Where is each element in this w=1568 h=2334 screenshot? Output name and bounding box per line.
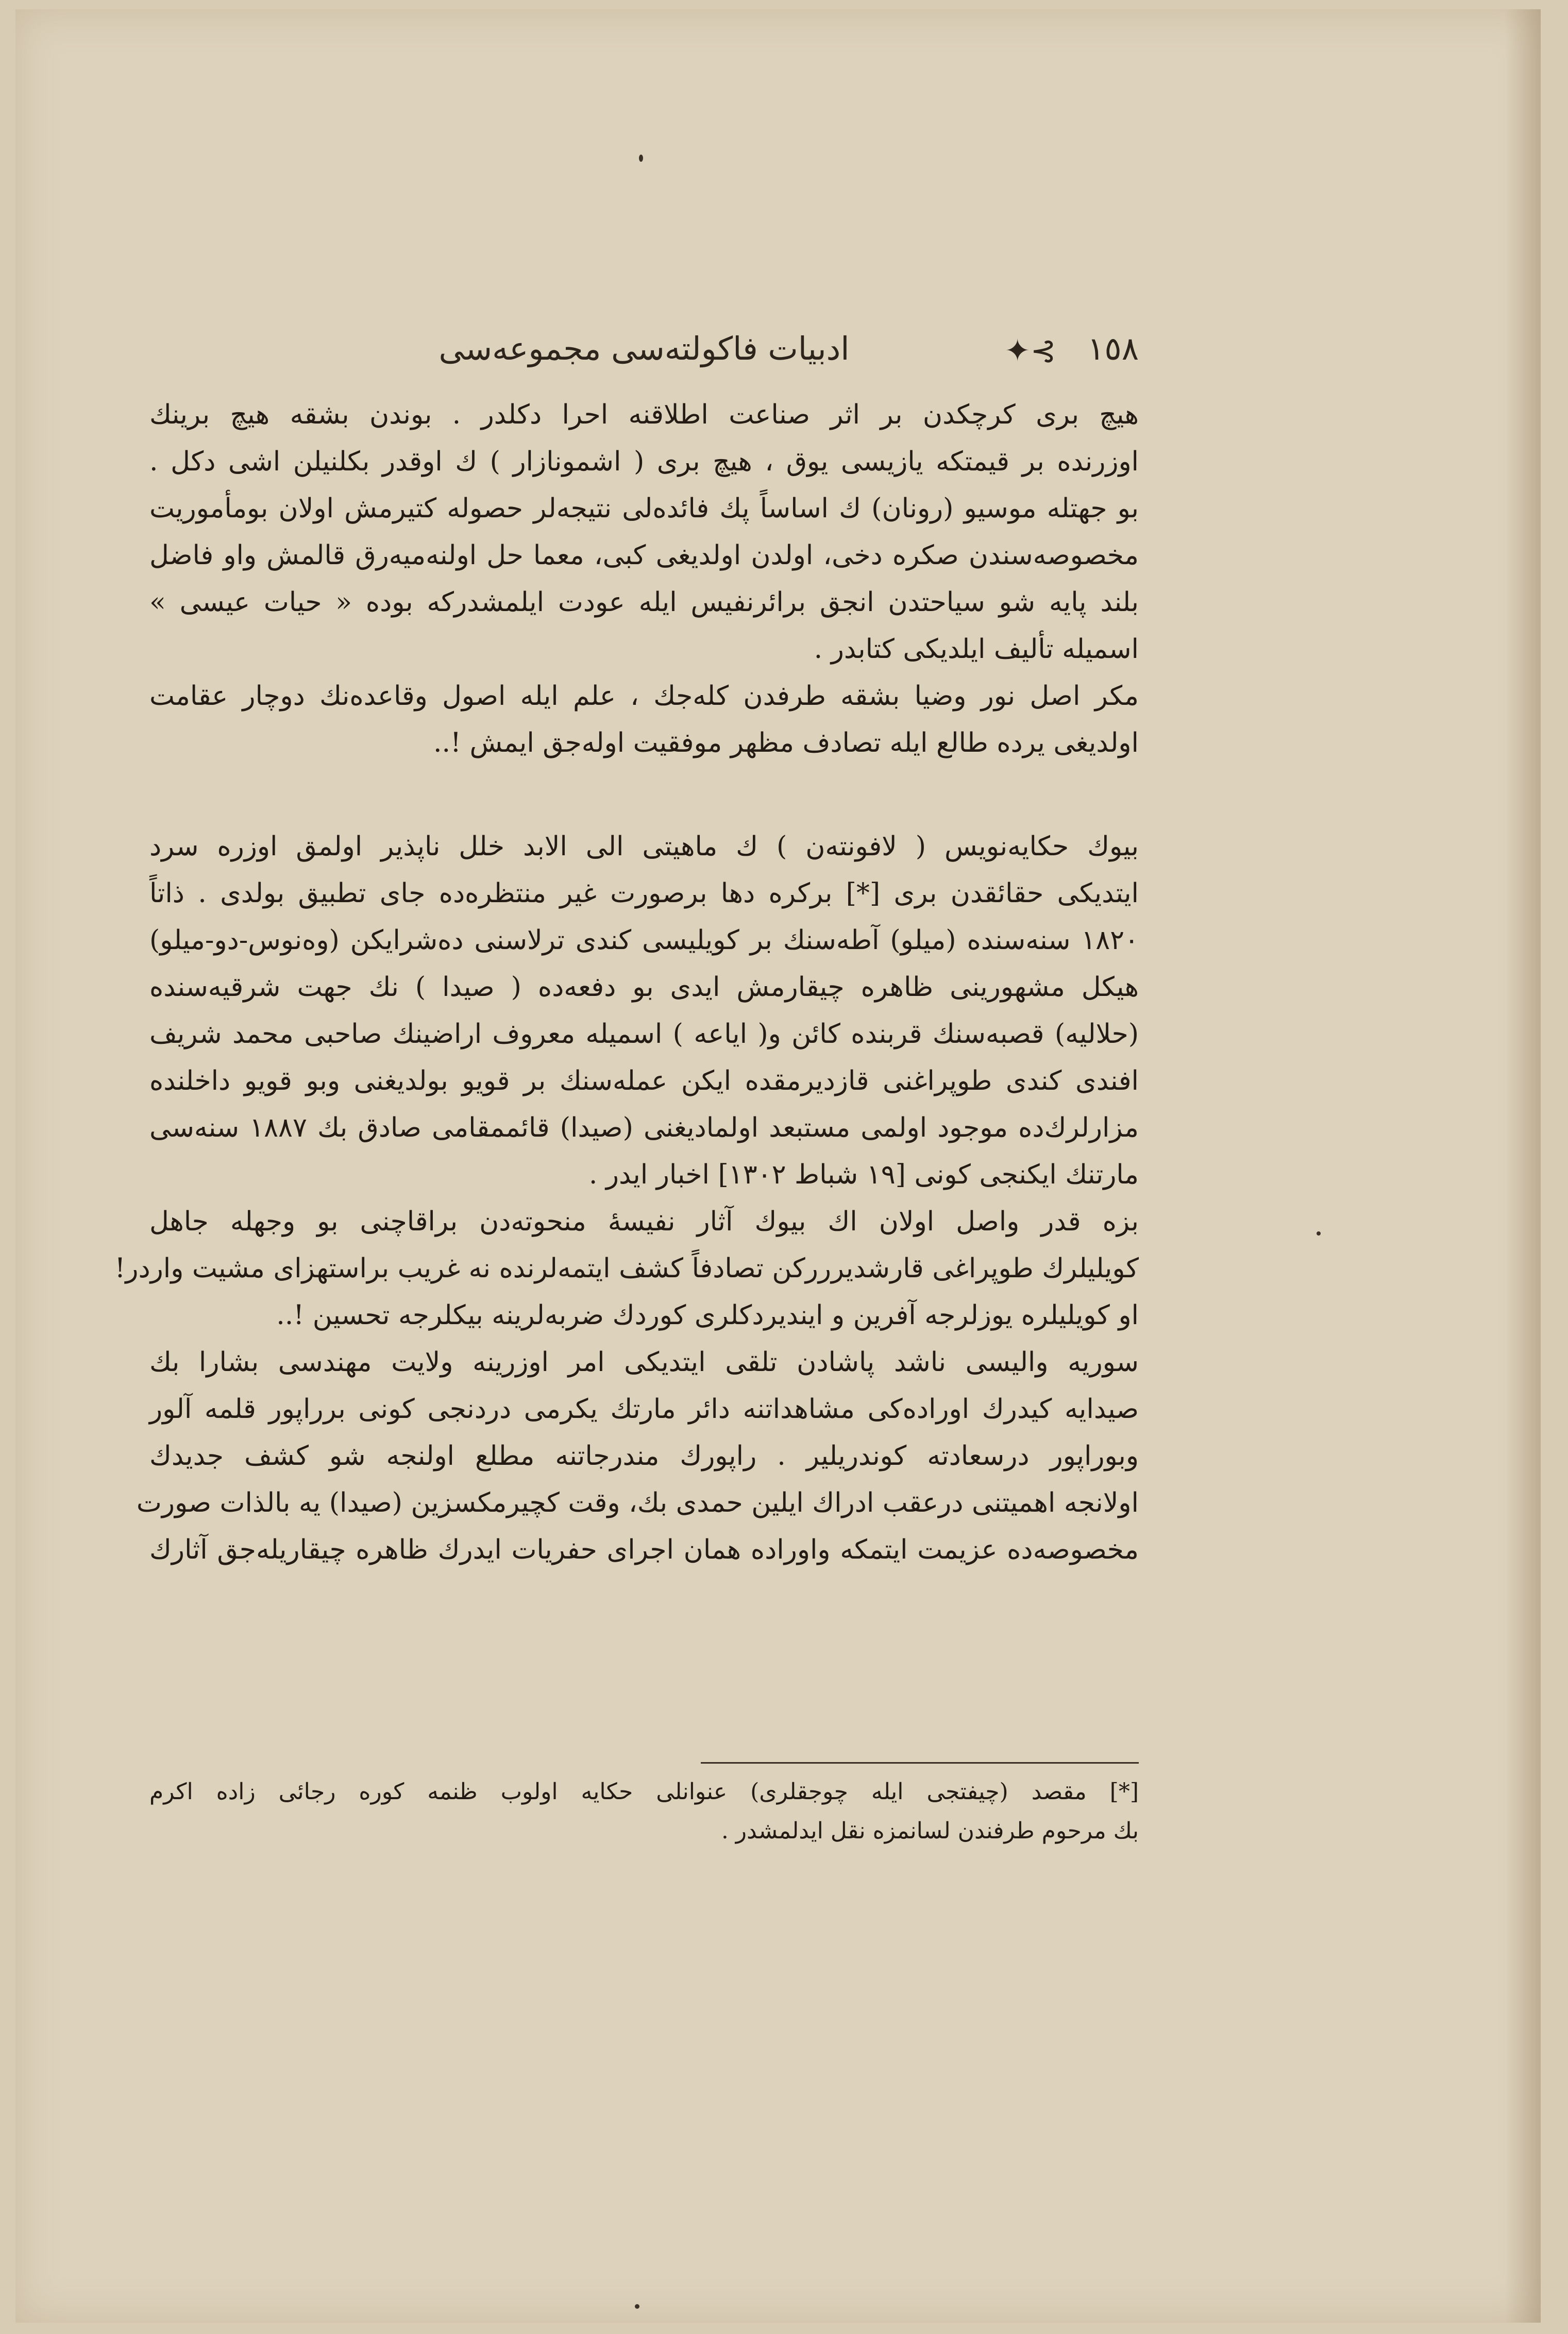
section-gap [149, 767, 1139, 823]
text-line: هيچ برى كرچكدن بر اثر صناعت اطلاقنه احرا دكلدر . بوندن بشقه هيچ برينك [149, 399, 1139, 430]
footnote-line: [*] مقصد (چيفتجى ايله چوجقلرى) عنوانلى حكايه اولوب ظنمه كوره رجائى زاده اكرم [149, 1779, 1139, 1805]
footnote [149, 1772, 1139, 1851]
text-line: بو جهتله موسيو (رونان) ك اساساً پك فائده‌لى نتيجه‌لر حصوله كتيرمش اولان بومأموريت [149, 493, 1139, 524]
text-line: هيكل مشهورينى ظاهره چيقارمش ايدى بو دفعه‌ده ( صيدا ) نك جهت شرقيه‌سنده [149, 972, 1139, 1003]
text-line: ١٨٢٠ سنه‌سنده (ميلو) آطه‌سنك بر كويليسى كندى ترلاسنى ده‌شرايكن (وه‌نوس-دو-ميلو) [149, 925, 1139, 956]
paragraph-3 [149, 823, 1139, 1198]
footnote-divider [701, 1762, 1139, 1764]
paragraph-1 [149, 392, 1139, 673]
paragraph-5 [136, 1339, 1139, 1574]
text-line: مارتنك ايكنجى كونى [١٩ شباط ١٣٠٢] اخبار ايدر . [588, 1159, 1139, 1190]
running-header [149, 330, 1139, 376]
ink-speck [639, 155, 643, 162]
ink-speck [635, 2304, 639, 2309]
text-line: (حلاليه) قصبه‌سنك قربنده كائن و( اياعه ) اسميله معروف اراضينك صاحبى محمد شريف [149, 1019, 1139, 1050]
text-line: ايتديكى حقائقدن برى [*] بركره دها برصورت غير منتظره‌ده جاى تطبيق بولدى . ذاتاً [149, 878, 1139, 909]
page-number: ١٥٨ [1087, 330, 1139, 367]
text-line: بيوك حكايه‌نويس ( لافونته‌ن ) ك ماهيتى الى الابد خلل ناپذير اولمق اوزره سرد [149, 831, 1139, 862]
text-line: سوريه واليسى ناشد پاشادن تلقى ايتديكى امر اوزرينه ولايت مهندسى بشارا بك [149, 1347, 1139, 1378]
text-line: مخصوصه‌ده عزيمت ايتمكه واوراده همان اجراى حفريات ايدرك ظاهره چيقاريله‌جق آثارك [149, 1534, 1139, 1565]
text-line: مكر اصل نور وضيا بشقه طرفدن كله‌جك ، علم ايله اصول وقاعده‌نك دوچار عقامت [149, 681, 1139, 712]
text-line: اولانجه اهميتنى درعقب ادراك ايلين حمدى بك، وقت كچيرمكسزين (صيدا) يه بالذات صورت [136, 1487, 1139, 1518]
text-line: بزه قدر واصل اولان اك بيوك آثار نفيسهٔ منحوته‌دن براقاچنى بو وجهله جاهل [149, 1206, 1139, 1237]
body-text [114, 392, 1139, 1574]
text-line: او كويليلره يوزلرجه آفرين و ايندير‌دكلرى كوردك ضربه‌لرينه بيكلرجه تحسين !.. [276, 1300, 1139, 1331]
text-line: وبوراپور درسعادته كوندريلير . راپورك مندرجاتنه مطلع اولنجه شو كشف جديدك [149, 1441, 1139, 1472]
text-line: افندى كندى طوپراغنى قازديرمقده ايكن عمله‌سنك بر قويو بولديغنى وبو قويو داخلنده [149, 1065, 1139, 1096]
text-line: صيدايه كيدرك اوراده‌كى مشاهداتنه دائر مارتك يكرمى دردنجى كونى برراپور قلمه آلور [149, 1394, 1139, 1425]
text-line: اسميله تأليف ايلديكى كتابدر . [814, 634, 1139, 665]
text-line: اولديغى يرده طالع ايله تصادف مظهر موفقيت اوله‌جق ايمش !.. [433, 728, 1139, 758]
text-line: اوزرنده بر قيمتكه يازيسى يوق ، هيچ برى ( اشمونازار ) ك اوقدر بكلنيلن اشى دكل . [149, 446, 1139, 477]
text-line: مزارلرك‌ده موجود اولمى مستبعد اولماديغنى (صيدا) قائممقامى صادق بك ١٨٨٧ سنه‌سى [149, 1112, 1139, 1143]
ornament-icon: ⊱✦ [1004, 333, 1056, 369]
paragraph-4 [114, 1198, 1139, 1339]
paragraph-2 [149, 673, 1139, 767]
text-line: كويليلرك طوپراغى قارشديررركن تصادفاً كشف ايتمه‌لرنده نه غريب براستهزاى مشيت واردر! [114, 1253, 1139, 1284]
footnote-line: بك مرحوم طرفندن لسانمزه نقل ايدلمشدر . [721, 1818, 1139, 1844]
text-line: بلند پايه شو سياحتدن انجق برائرنفيس ايله عودت ايلمشدركه بوده « حيات عيسى » [149, 587, 1139, 618]
page-edge-shadow [1505, 9, 1541, 2323]
text-line: مخصوصه‌سندن صكره دخى، اولدن اولديغى كبى، معما حل اولنه‌ميه‌رق قالمش واو فاضل [149, 540, 1139, 571]
ink-speck [1317, 1231, 1321, 1236]
running-title: ادبيات فاكولته‌سى مجموعه‌سى [439, 330, 850, 367]
